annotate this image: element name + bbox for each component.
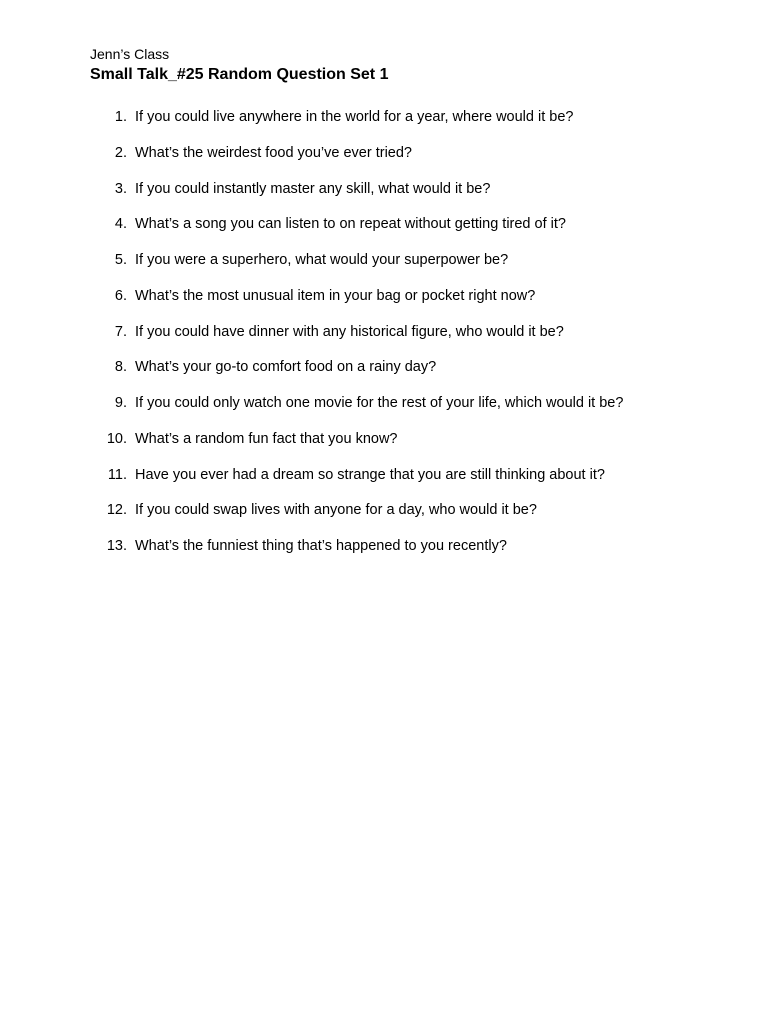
question-number: 11.: [107, 466, 127, 483]
question-number: 3.: [114, 180, 127, 197]
question-text: What’s a song you can listen to on repeat without getting tired of it?: [135, 216, 566, 233]
question-item: [0, 465, 768, 501]
question-list: [0, 107, 768, 572]
question-item: [0, 179, 768, 215]
question-text: Have you ever had a dream so strange that you are still thinking about it?: [135, 466, 605, 483]
question-text: What’s your go-to comfort food on a rainy day?: [135, 359, 437, 376]
question-text: If you could swap lives with anyone for a day, who would it be?: [135, 502, 537, 519]
question-item: [0, 536, 768, 572]
question-number: 1.: [114, 109, 127, 125]
question-item: [0, 393, 768, 429]
question-number: 13.: [106, 538, 127, 554]
question-number: 10.: [106, 430, 127, 447]
question-text: If you could instantly master any skill, what would it be?: [135, 180, 491, 197]
question-item: [0, 250, 768, 286]
question-number: 4.: [114, 216, 127, 233]
question-number: 8.: [114, 359, 127, 376]
question-number: 12.: [106, 502, 127, 519]
question-item: [0, 143, 768, 179]
question-item: [0, 429, 768, 465]
class-name: Jenn’s Class: [90, 46, 170, 62]
question-text: What’s the funniest thing that’s happened to you recently?: [135, 538, 507, 554]
document-title: Small Talk_#25 Random Question Set 1: [90, 66, 389, 83]
question-text: What’s the weirdest food you’ve ever tried?: [135, 144, 412, 161]
question-item: [0, 107, 768, 143]
question-item: [0, 500, 768, 536]
question-number: 9.: [114, 395, 127, 411]
question-text: If you could have dinner with any historical figure, who would it be?: [135, 323, 564, 340]
question-item: [0, 357, 768, 393]
question-text: If you could live anywhere in the world for a year, where would it be?: [135, 109, 574, 125]
question-text: If you could only watch one movie for the rest of your life, which would it be?: [135, 395, 624, 411]
question-number: 7.: [114, 323, 127, 340]
question-item: [0, 322, 768, 358]
question-text: If you were a superhero, what would your superpower be?: [135, 252, 509, 268]
question-item: [0, 286, 768, 322]
question-text: What’s the most unusual item in your bag or pocket right now?: [135, 287, 536, 304]
question-text: What’s a random fun fact that you know?: [135, 430, 398, 447]
question-item: [0, 214, 768, 250]
question-number: 6.: [114, 287, 127, 304]
question-number: 2.: [114, 144, 127, 161]
question-number: 5.: [114, 252, 127, 268]
